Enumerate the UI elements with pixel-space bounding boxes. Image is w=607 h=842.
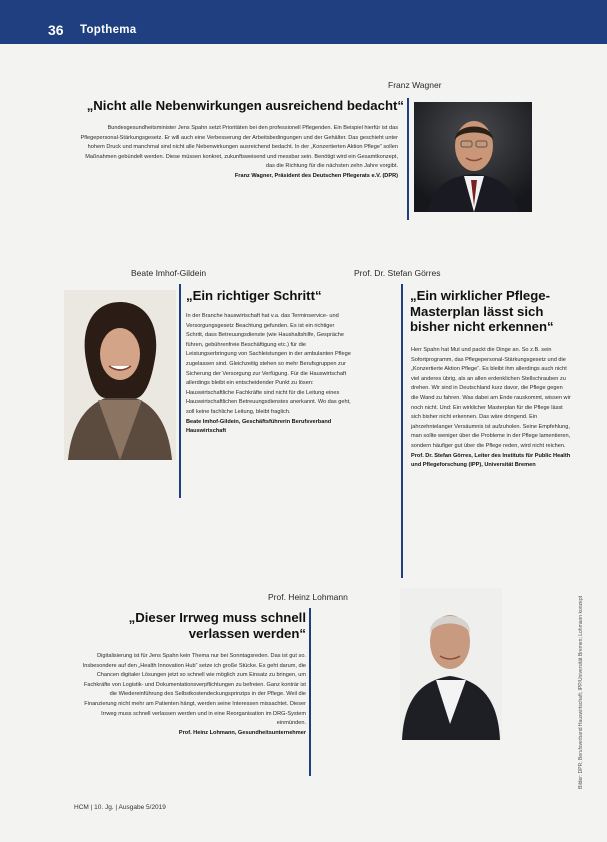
footer: HCM | 10. Jg. | Ausgabe 5/2019 <box>74 804 166 811</box>
photo-wagner <box>414 102 532 212</box>
article-imhof <box>186 312 352 437</box>
divider-line <box>401 284 403 578</box>
quote-goerres: „Ein wirklicher Pflege-Masterplan lässt sich bisher nicht erkennen“ <box>410 288 554 335</box>
quote-lohmann: „Dieser Irrweg muss schnell verlassen werden“ <box>128 610 306 641</box>
photo-lohmann <box>400 588 502 740</box>
article-body: Herr Spahn hat Mut und packt die Dinge an. So z.B. sein Sofortprogramm, das Pflegepersonal-Stärkungsgesetz und die „Konzertierte Aktion Pflege“. Es bleibt ihm allerdings auch nicht viel anderes übrig, als an allen erdenklichen Stellschrauben zu drehen. Wir sind in Deutschland kurz davor, die Pflege gegen die Wand zu fahren. Was dabei am Ende rauskommt, wissen wir noch nicht. Und: Ein wirklicher Masterplan für die Pflege lässt sich bisher nicht erkennen. Das wäre dringend. Ein jahrzehntelanger Versäumnis ist aufzuholen. Seine Empfehlung, man sollte weniger über die Probleme in der Pflege lamentieren, sondern häufiger gut über die Pflege reden, wird nicht reichen. <box>411 347 571 449</box>
photo-credit: Bilder: DPR; Berufsverband Hauswirtschaft; IPP/Universität Bremen; Lohmann konzept <box>578 596 584 789</box>
signature-lohmann: Prof. Heinz Lohmann, Gesundheitsunternehmer <box>178 729 306 736</box>
section-title: Topthema <box>80 24 137 36</box>
author-name-wagner: Franz Wagner <box>388 80 442 90</box>
photo-imhof <box>64 290 176 460</box>
author-name-goerres: Prof. Dr. Stefan Görres <box>354 268 441 278</box>
article-body: Bundesgesundheitsminister Jens Spahn setzt Prioritäten bei den professionell Pflegenden. Ein Beispiel hierfür ist das Pflegepersonal-Stärkungsgesetz. Er will auch eine Verbesserung der Arbeitsbedingungen und der Gehälter. Das geschieht unter hohem Druck und manchmal sind nicht alle Nebenwirkungen ausreichend bedacht. In der „Konzertierten Aktion Pflege“ sollen Maßnahmen gebündelt werden. Diese müssen konkret, zukunftsweisend und messbar sein. Benötigt wird ein Gesamtkonzept, das die Richtung für die nächsten zehn Jahre vorgibt. <box>80 125 398 170</box>
divider-line <box>309 608 311 776</box>
signature-goerres: Prof. Dr. Stefan Görres, Leiter des Instituts für Public Health und Pflegeforschung (IPP), Universität Bremen <box>411 452 571 469</box>
article-lohmann <box>76 652 306 738</box>
divider-line <box>407 98 409 220</box>
signature-wagner: Franz Wagner, Präsident des Deutschen Pflegerats e.V. (DPR) <box>234 172 398 179</box>
divider-line <box>179 284 181 498</box>
author-name-lohmann: Prof. Heinz Lohmann <box>268 592 348 602</box>
article-body: Digitalisierung ist für Jens Spahn kein Thema nur bei Sonntagsreden. Das ist gut so. Insbesondere auf den „Health Innovation Hub“ setze ich große Stücke. Es geht darum, die Chancen digitaler Lösungen jetzt so schnell wie möglich zum Einsatz zu bringen, um Fachkräfte von Logistik- und Dokumentationsverpflichtungen zu befreien. Ganz konträr ist die Wiedereinführung des Selbstkostendeckungsprinzips in der Pflege. Weil die Finanzierung nicht mehr am Patienten hängt, werden seine Interessen missachtet. Dieser Irrweg muss schnell verlassen werden und in eine Reorganisation im DRG-System einmünden. <box>82 653 306 727</box>
quote-wagner: „Nicht alle Nebenwirkungen ausreichend bedacht“ <box>86 98 404 113</box>
page-number: 36 <box>48 22 64 38</box>
signature-imhof: Beate Imhof-Gildein, Geschäftsführerin Berufsverband Hauswirtschaft <box>186 418 332 435</box>
article-wagner <box>80 124 398 182</box>
header-bar <box>0 0 607 44</box>
author-name-imhof: Beate Imhof-Gildein <box>131 268 207 278</box>
article-body: In der Branche hauswirtschaft hat v.a. das Terminservice- und Versorgungsgesetz Beachtung gefunden. Es ist ein richtiger Schritt, dass Betreuungsdienste (wie Haushaltshilfe, Gespräche führen, gebührenfreie Beschäftigung etc.) für die Leistungserbringung von Sachleistungen in der ambulanten Pflege zugelassen sind. Gleichzeitig stehen so mehr Berufsgruppen zur Sicherung der Versorgung zur Verfügung. Für die Hauswirtschaft allerdings bleibt ein entscheidender Punkt zu lösen: Hauswirtschaftliche Fachkräfte sind nicht für die Leitung eines Hauswirtschaftlichen Betreuungsdienstes anerkannt. Wo das geht, soll keine fachliche Leitung, bleibt fraglich. <box>186 313 351 415</box>
quote-imhof: „Ein richtiger Schritt“ <box>186 288 322 303</box>
article-goerres <box>411 346 571 471</box>
